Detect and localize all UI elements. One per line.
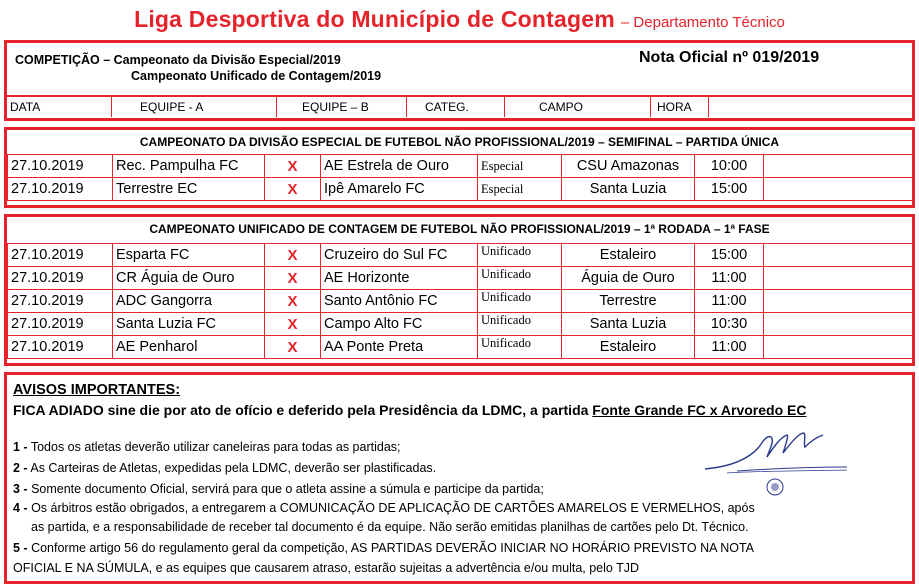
section-heading: CAMPEONATO UNIFICADO DE CONTAGEM DE FUTEBOL NÃO PROFISSIONAL/2019 – 1ª RODADA – 1ª FASE bbox=[149, 222, 770, 236]
team-b: Cruzeiro do Sul FC bbox=[321, 244, 478, 267]
field: Estaleiro bbox=[562, 244, 695, 267]
category: Unificado bbox=[478, 290, 562, 313]
notices-title: AVISOS IMPORTANTES: bbox=[13, 382, 181, 398]
notice-text: Todos os atletas deverão utilizar caneleiras para todas as partidas; bbox=[27, 440, 401, 454]
col-data: DATA bbox=[7, 97, 112, 117]
time: 15:00 bbox=[695, 244, 764, 267]
category: Especial bbox=[478, 155, 562, 178]
versus-mark: X bbox=[265, 313, 321, 336]
league-name: Liga Desportiva do Município de Contagem bbox=[134, 6, 615, 32]
team-b: AA Ponte Preta bbox=[321, 336, 478, 359]
versus-mark: X bbox=[265, 244, 321, 267]
col-categ: CATEG. bbox=[407, 97, 505, 117]
postponed-match: Fonte Grande FC x Arvoredo EC bbox=[592, 402, 807, 418]
team-a: Rec. Pampulha FC bbox=[113, 155, 265, 178]
versus-mark: X bbox=[265, 178, 321, 201]
match-date: 27.10.2019 bbox=[8, 267, 113, 290]
category: Especial bbox=[478, 178, 562, 201]
field: CSU Amazonas bbox=[562, 155, 695, 178]
team-a: ADC Gangorra bbox=[113, 290, 265, 313]
table-row bbox=[8, 290, 913, 313]
signature-stamp bbox=[697, 427, 857, 502]
team-a: AE Penharol bbox=[113, 336, 265, 359]
team-b: Ipê Amarelo FC bbox=[321, 178, 478, 201]
col-campo: CAMPO bbox=[505, 97, 651, 117]
notice-item-continued bbox=[13, 561, 639, 575]
team-a: Santa Luzia FC bbox=[113, 313, 265, 336]
official-note-number: Nota Oficial nº 019/2019 bbox=[639, 49, 820, 66]
versus-mark: X bbox=[265, 336, 321, 359]
department-name: – Departamento Técnico bbox=[620, 14, 785, 31]
time: 10:30 bbox=[695, 313, 764, 336]
col-equipe-a: EQUIPE - A bbox=[112, 97, 277, 117]
table-row bbox=[8, 155, 913, 178]
matches-table bbox=[7, 243, 913, 359]
empty-cell bbox=[764, 290, 913, 313]
important-notices bbox=[4, 372, 915, 584]
team-b: Campo Alto FC bbox=[321, 313, 478, 336]
postponed-notice bbox=[13, 402, 806, 418]
section-unificado bbox=[4, 214, 915, 366]
field: Terrestre bbox=[562, 290, 695, 313]
category: Unificado bbox=[478, 267, 562, 290]
table-row bbox=[8, 178, 913, 201]
match-date: 27.10.2019 bbox=[8, 178, 113, 201]
field: Santa Luzia bbox=[562, 313, 695, 336]
empty-cell bbox=[764, 267, 913, 290]
team-a: Esparta FC bbox=[113, 244, 265, 267]
notice-text: Conforme artigo 56 do regulamento geral da competição, AS PARTIDAS DEVERÃO INICIAR NO HORÁRIO PREVISTO NA NOTA bbox=[27, 541, 755, 555]
notice-number: 1 - bbox=[13, 440, 28, 454]
empty-cell bbox=[764, 313, 913, 336]
category: Unificado bbox=[478, 336, 562, 359]
postponed-text: FICA ADIADO sine die por ato de ofício e deferido pela Presidência da LDMC, a partida bbox=[13, 402, 593, 418]
versus-mark: X bbox=[265, 267, 321, 290]
section-heading: CAMPEONATO DA DIVISÃO ESPECIAL DE FUTEBOL NÃO PROFISSIONAL/2019 – SEMIFINAL – PARTIDA ÚNICA bbox=[139, 135, 780, 149]
matches-table bbox=[7, 154, 913, 201]
field: Santa Luzia bbox=[562, 178, 695, 201]
notice-text: Os árbitros estão obrigados, a entregarem a COMUNICAÇÃO DE APLICAÇÃO DE CARTÕES AMARELOS E VERMELHOS, após bbox=[27, 501, 755, 515]
team-b: AE Estrela de Ouro bbox=[321, 155, 478, 178]
table-row bbox=[8, 267, 913, 290]
team-a: Terrestre EC bbox=[113, 178, 265, 201]
notice-item-continued bbox=[31, 520, 749, 534]
section-divisao-especial bbox=[4, 127, 915, 208]
notice-text: as partida, e a responsabilidade de receber tal documento é da equipe. Não serão emitidas planilhas de cartões pelo Dt. Técnico. bbox=[31, 520, 749, 534]
versus-mark: X bbox=[265, 290, 321, 313]
match-date: 27.10.2019 bbox=[8, 313, 113, 336]
match-date: 27.10.2019 bbox=[8, 155, 113, 178]
empty-cell bbox=[764, 155, 913, 178]
notice-number: 4 - bbox=[13, 501, 28, 515]
category: Unificado bbox=[478, 313, 562, 336]
match-date: 27.10.2019 bbox=[8, 290, 113, 313]
notice-text: Somente documento Oficial, servirá para que o atleta assine a súmula e participe da partida; bbox=[27, 482, 544, 496]
team-a: CR Águia de Ouro bbox=[113, 267, 265, 290]
time: 15:00 bbox=[695, 178, 764, 201]
empty-cell bbox=[764, 336, 913, 359]
category: Unificado bbox=[478, 244, 562, 267]
notice-number: 3 - bbox=[13, 482, 28, 496]
time: 11:00 bbox=[695, 267, 764, 290]
empty-cell bbox=[764, 244, 913, 267]
table-row bbox=[8, 313, 913, 336]
col-equipe-b: EQUIPE – B bbox=[277, 97, 407, 117]
competition-line-2: Campeonato Unificado de Contagem/2019 bbox=[131, 69, 382, 83]
notice-text: OFICIAL E NA SÚMULA, e as equipes que causarem atraso, estarão sujeitas a advertência e/ou multa, pelo TJD bbox=[13, 561, 640, 575]
time: 11:00 bbox=[695, 290, 764, 313]
field: Estaleiro bbox=[562, 336, 695, 359]
column-headers bbox=[7, 95, 912, 117]
notice-item bbox=[13, 541, 754, 555]
competition-header bbox=[4, 40, 915, 121]
table-row bbox=[8, 336, 913, 359]
notice-number: 5 - bbox=[13, 541, 28, 555]
signature-icon bbox=[697, 427, 857, 502]
match-date: 27.10.2019 bbox=[8, 336, 113, 359]
team-b: AE Horizonte bbox=[321, 267, 478, 290]
document-title bbox=[0, 6, 919, 33]
time: 10:00 bbox=[695, 155, 764, 178]
time: 11:00 bbox=[695, 336, 764, 359]
empty-cell bbox=[764, 178, 913, 201]
notice-item bbox=[13, 482, 544, 496]
notice-number: 2 - bbox=[13, 461, 28, 475]
match-date: 27.10.2019 bbox=[8, 244, 113, 267]
table-row bbox=[8, 244, 913, 267]
notice-item bbox=[13, 501, 755, 515]
field: Águia de Ouro bbox=[562, 267, 695, 290]
notice-item bbox=[13, 440, 401, 454]
col-hora: HORA bbox=[651, 97, 709, 117]
notice-item bbox=[13, 461, 436, 475]
versus-mark: X bbox=[265, 155, 321, 178]
competition-line-1: COMPETIÇÃO – Campeonato da Divisão Especial/2019 bbox=[15, 53, 341, 67]
team-b: Santo Antônio FC bbox=[321, 290, 478, 313]
notice-text: As Carteiras de Atletas, expedidas pela LDMC, deverão ser plastificadas. bbox=[27, 461, 437, 475]
